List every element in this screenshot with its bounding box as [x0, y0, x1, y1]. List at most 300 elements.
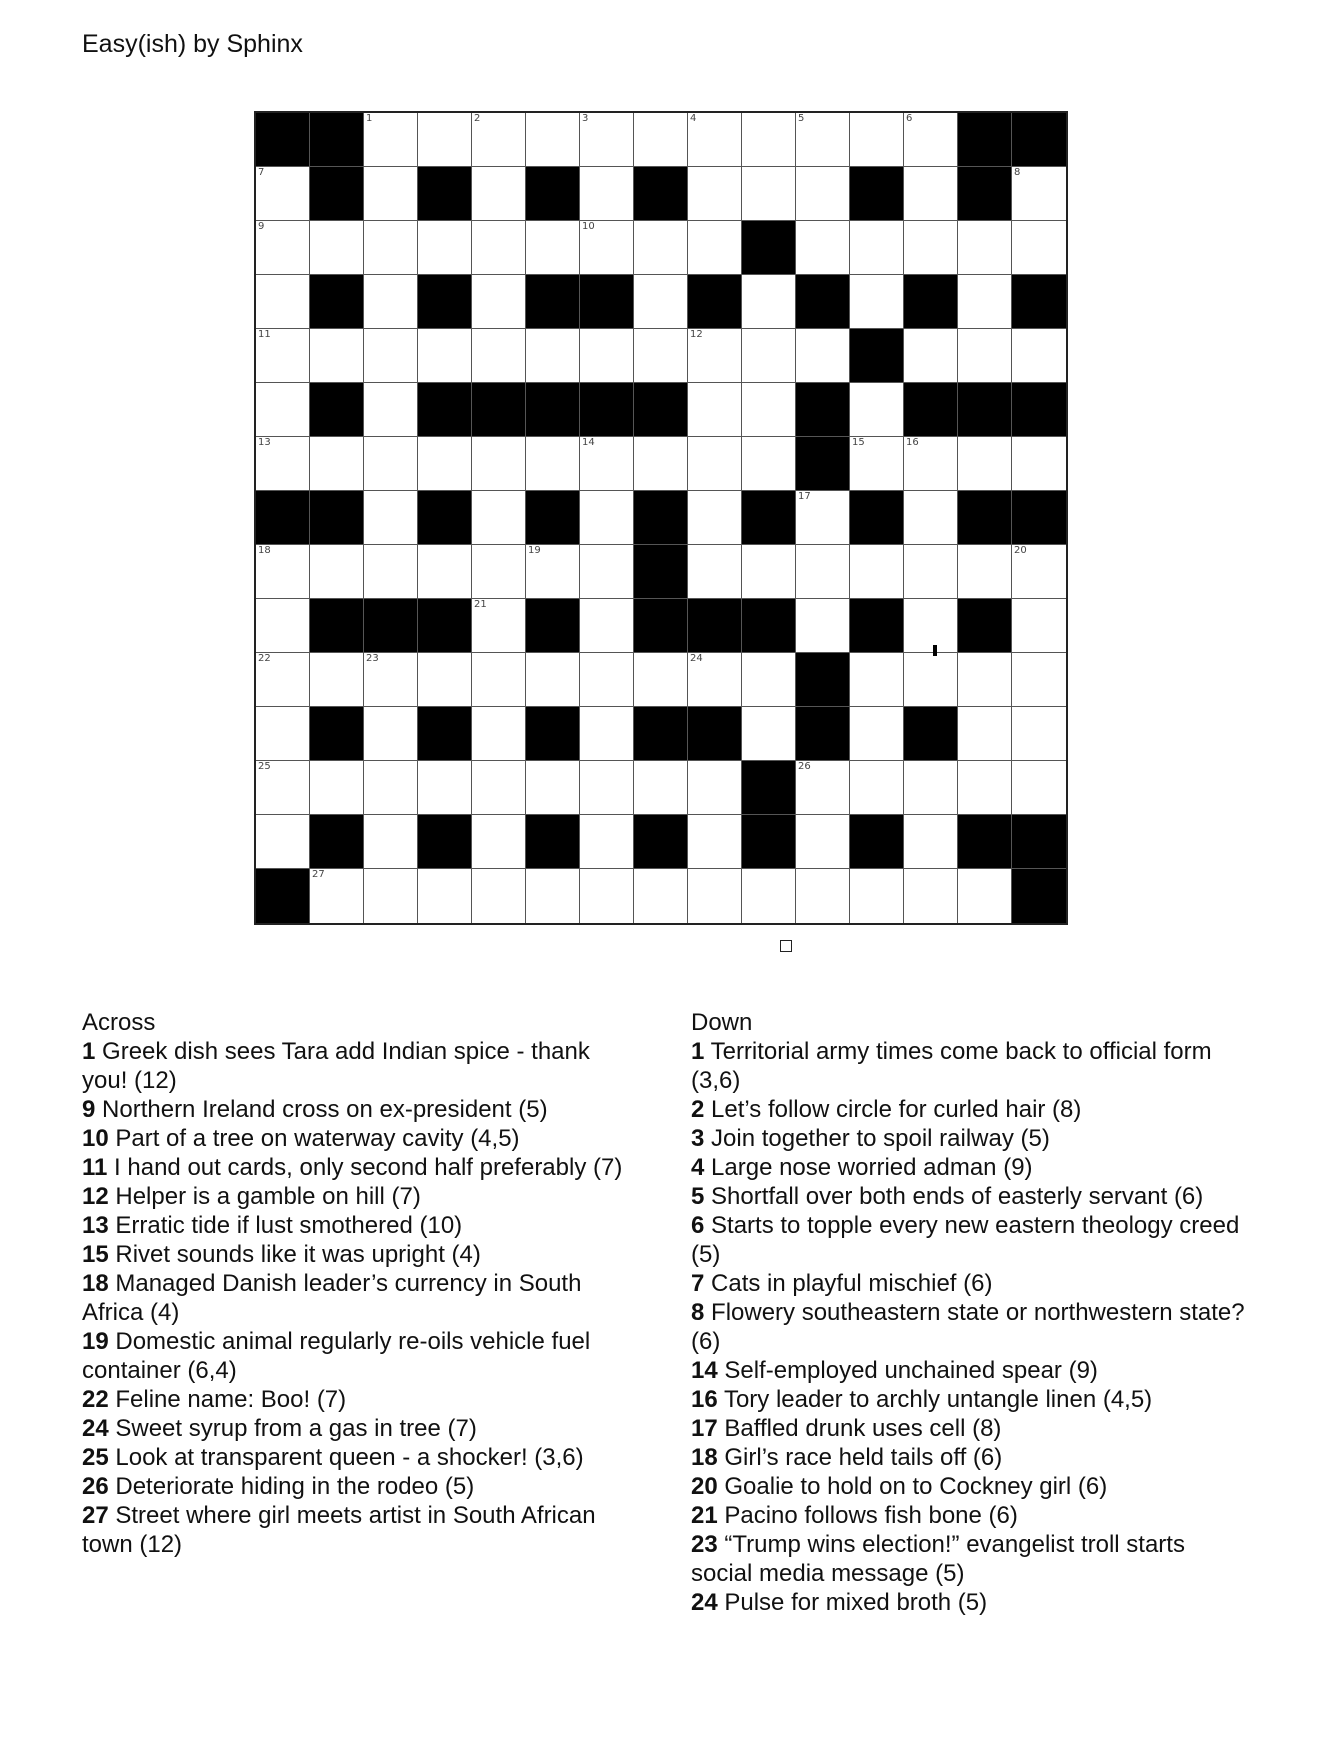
grid-cell[interactable] [418, 329, 472, 383]
small-box-icon [780, 940, 792, 952]
grid-cell[interactable] [850, 383, 904, 437]
clue-text: Domestic animal regularly re-oils vehicle fuel container (6,4) [82, 1328, 591, 1384]
grid-block [904, 707, 958, 761]
puzzle-title: Easy(ish) by Sphinx [82, 30, 303, 58]
clue-text: “Trump wins election!” evangelist troll starts social media message (5) [691, 1531, 1185, 1587]
grid-block [796, 383, 850, 437]
grid-block [958, 815, 1012, 869]
across-clue-list [82, 1037, 627, 1559]
grid-block [796, 653, 850, 707]
grid-cell[interactable] [634, 113, 688, 167]
grid-cell[interactable] [580, 599, 634, 653]
grid-block [418, 275, 472, 329]
grid-cell[interactable] [688, 113, 742, 167]
grid-block [796, 275, 850, 329]
grid-cell[interactable] [958, 761, 1012, 815]
down-clue [691, 1472, 1251, 1501]
grid-cell[interactable] [742, 167, 796, 221]
grid-cell[interactable] [634, 761, 688, 815]
grid-cell[interactable] [580, 869, 634, 923]
grid-cell[interactable] [256, 545, 310, 599]
across-clues [82, 1008, 627, 1559]
grid-cell[interactable] [310, 761, 364, 815]
grid-cell[interactable] [580, 491, 634, 545]
grid-cell[interactable] [256, 761, 310, 815]
grid-cell[interactable] [742, 113, 796, 167]
clue-number: 22 [82, 1386, 109, 1413]
grid-cell[interactable] [904, 869, 958, 923]
grid-cell[interactable] [364, 437, 418, 491]
grid-cell[interactable] [688, 383, 742, 437]
grid-block [526, 275, 580, 329]
grid-cell[interactable] [472, 437, 526, 491]
grid-cell[interactable] [256, 275, 310, 329]
cell-number: 15 [852, 437, 865, 448]
grid-block [634, 707, 688, 761]
grid-cell[interactable] [526, 869, 580, 923]
clue-number: 19 [82, 1328, 109, 1355]
cell-number: 21 [474, 599, 487, 610]
grid-cell[interactable] [634, 869, 688, 923]
grid-cell[interactable] [850, 113, 904, 167]
down-clues [691, 1008, 1251, 1617]
grid-cell[interactable] [256, 599, 310, 653]
grid-block [310, 815, 364, 869]
clue-number: 10 [82, 1125, 109, 1152]
grid-block [418, 599, 472, 653]
grid-cell[interactable] [472, 221, 526, 275]
grid-cell[interactable] [472, 167, 526, 221]
grid-block [850, 815, 904, 869]
grid-cell[interactable] [850, 707, 904, 761]
grid-cell[interactable] [580, 761, 634, 815]
grid-cell[interactable] [364, 167, 418, 221]
grid-cell[interactable] [742, 545, 796, 599]
grid-cell[interactable] [1012, 329, 1066, 383]
across-clue [82, 1182, 627, 1211]
grid-cell[interactable] [580, 545, 634, 599]
grid-cell[interactable] [364, 545, 418, 599]
grid-cell[interactable] [634, 653, 688, 707]
clue-text: Self-employed unchained spear (9) [717, 1357, 1098, 1384]
down-clue [691, 1530, 1251, 1588]
grid-cell[interactable] [958, 275, 1012, 329]
cell-number: 25 [258, 761, 271, 772]
grid-cell[interactable] [742, 869, 796, 923]
grid-cell[interactable] [418, 653, 472, 707]
grid-block [904, 275, 958, 329]
grid-block [526, 491, 580, 545]
grid-cell[interactable] [364, 491, 418, 545]
grid-cell[interactable] [958, 329, 1012, 383]
grid-block [634, 491, 688, 545]
clue-text: Part of a tree on waterway cavity (4,5) [108, 1125, 520, 1152]
grid-cell[interactable] [526, 329, 580, 383]
clue-text: Pulse for mixed broth (5) [717, 1589, 988, 1616]
grid-cell[interactable] [256, 653, 310, 707]
grid-cell[interactable] [688, 437, 742, 491]
clue-text: Look at transparent queen - a shocker! (3,6) [108, 1444, 584, 1471]
across-clue [82, 1472, 627, 1501]
grid-block [580, 383, 634, 437]
grid-cell[interactable] [1012, 653, 1066, 707]
grid-cell[interactable] [688, 491, 742, 545]
across-clue [82, 1414, 627, 1443]
clue-number: 11 [82, 1154, 108, 1181]
grid-cell[interactable] [904, 437, 958, 491]
grid-block [256, 491, 310, 545]
grid-cell[interactable] [310, 869, 364, 923]
grid-cell[interactable] [310, 653, 364, 707]
grid-cell[interactable] [256, 167, 310, 221]
grid-cell[interactable] [580, 815, 634, 869]
grid-cell[interactable] [1012, 707, 1066, 761]
grid-cell[interactable] [526, 545, 580, 599]
clue-number: 1 [82, 1038, 96, 1065]
grid-cell[interactable] [796, 329, 850, 383]
grid-cell[interactable] [904, 113, 958, 167]
grid-cell[interactable] [742, 653, 796, 707]
grid-cell[interactable] [364, 221, 418, 275]
grid-cell[interactable] [1012, 761, 1066, 815]
grid-cell[interactable] [256, 707, 310, 761]
across-clue [82, 1501, 627, 1559]
grid-cell[interactable] [310, 221, 364, 275]
cell-number: 1 [366, 113, 373, 124]
grid-cell[interactable] [256, 221, 310, 275]
grid-cell[interactable] [472, 545, 526, 599]
grid-cell[interactable] [1012, 545, 1066, 599]
crossword-grid [254, 111, 1068, 925]
grid-cell[interactable] [850, 275, 904, 329]
grid-cell[interactable] [634, 275, 688, 329]
across-clue [82, 1385, 627, 1414]
grid-cell[interactable] [904, 545, 958, 599]
grid-block [796, 707, 850, 761]
grid-cell[interactable] [904, 329, 958, 383]
grid-cell[interactable] [796, 221, 850, 275]
grid-cell[interactable] [1012, 437, 1066, 491]
grid-cell[interactable] [688, 761, 742, 815]
clue-number: 24 [82, 1415, 109, 1442]
grid-cell[interactable] [418, 437, 472, 491]
grid-block [958, 167, 1012, 221]
grid-cell[interactable] [472, 599, 526, 653]
grid-block [310, 599, 364, 653]
grid-block [256, 113, 310, 167]
grid-block [1012, 383, 1066, 437]
grid-cell[interactable] [472, 329, 526, 383]
grid-block [1012, 113, 1066, 167]
cell-number: 13 [258, 437, 271, 448]
grid-cell[interactable] [904, 167, 958, 221]
clue-text: Let’s follow circle for curled hair (8) [704, 1096, 1082, 1123]
grid-block [418, 167, 472, 221]
grid-block [310, 167, 364, 221]
grid-cell[interactable] [796, 167, 850, 221]
grid-cell[interactable] [418, 545, 472, 599]
clue-text: Cats in playful mischief (6) [704, 1270, 993, 1297]
down-heading: Down [691, 1009, 753, 1036]
cell-number: 7 [258, 167, 265, 178]
grid-block [688, 275, 742, 329]
grid-cell[interactable] [850, 221, 904, 275]
grid-block [742, 221, 796, 275]
grid-cell[interactable] [904, 815, 958, 869]
clue-text: Goalie to hold on to Cockney girl (6) [717, 1473, 1108, 1500]
grid-block [1012, 491, 1066, 545]
down-clue [691, 1037, 1251, 1095]
grid-block [850, 329, 904, 383]
cell-number: 17 [798, 491, 811, 502]
grid-block [364, 599, 418, 653]
grid-cell[interactable] [796, 761, 850, 815]
clue-number: 20 [691, 1473, 718, 1500]
grid-cell[interactable] [364, 113, 418, 167]
grid-cell[interactable] [958, 437, 1012, 491]
grid-cell[interactable] [526, 113, 580, 167]
clue-number: 3 [691, 1125, 705, 1152]
grid-cell[interactable] [256, 383, 310, 437]
clue-number: 9 [82, 1096, 96, 1123]
clue-text: Shortfall over both ends of easterly servant (6) [704, 1183, 1204, 1210]
clue-number: 25 [82, 1444, 109, 1471]
clue-text: Feline name: Boo! (7) [108, 1386, 347, 1413]
grid-cell[interactable] [256, 329, 310, 383]
grid-cell[interactable] [688, 167, 742, 221]
grid-cell[interactable] [256, 437, 310, 491]
grid-block [688, 599, 742, 653]
grid-cell[interactable] [526, 221, 580, 275]
grid-cell[interactable] [472, 113, 526, 167]
down-clue [691, 1443, 1251, 1472]
grid-block [256, 869, 310, 923]
grid-block [634, 815, 688, 869]
grid-cell[interactable] [364, 275, 418, 329]
clue-text: Street where girl meets artist in South African town (12) [82, 1502, 596, 1558]
down-clue [691, 1095, 1251, 1124]
clue-number: 18 [82, 1270, 109, 1297]
grid-block [310, 275, 364, 329]
grid-cell[interactable] [850, 653, 904, 707]
grid-cell[interactable] [580, 329, 634, 383]
grid-cell[interactable] [256, 815, 310, 869]
grid-cell[interactable] [742, 275, 796, 329]
grid-cell[interactable] [958, 653, 1012, 707]
grid-block [634, 383, 688, 437]
grid-block [472, 383, 526, 437]
grid-cell[interactable] [418, 221, 472, 275]
clue-text: Northern Ireland cross on ex-president (5) [95, 1096, 548, 1123]
grid-block [634, 545, 688, 599]
clue-text: I hand out cards, only second half preferably (7) [107, 1154, 623, 1181]
grid-cell[interactable] [688, 545, 742, 599]
grid-cell[interactable] [958, 869, 1012, 923]
cell-number: 11 [258, 329, 271, 340]
grid-block [418, 707, 472, 761]
grid-block [958, 383, 1012, 437]
grid-cell[interactable] [472, 869, 526, 923]
grid-cell[interactable] [472, 707, 526, 761]
grid-cell[interactable] [904, 491, 958, 545]
grid-cell[interactable] [958, 221, 1012, 275]
cell-number: 18 [258, 545, 271, 556]
clue-text: Sweet syrup from a gas in tree (7) [108, 1415, 477, 1442]
across-clue [82, 1211, 627, 1240]
grid-cell[interactable] [634, 221, 688, 275]
grid-cell[interactable] [742, 707, 796, 761]
down-clue [691, 1588, 1251, 1617]
grid-block [742, 491, 796, 545]
cell-number: 8 [1014, 167, 1021, 178]
grid-cell[interactable] [580, 221, 634, 275]
grid-cell[interactable] [796, 869, 850, 923]
grid-cell[interactable] [310, 545, 364, 599]
grid-cell[interactable] [472, 653, 526, 707]
grid-cell[interactable] [364, 707, 418, 761]
grid-cell[interactable] [418, 113, 472, 167]
grid-cell[interactable] [850, 437, 904, 491]
grid-cell[interactable] [364, 653, 418, 707]
grid-cell[interactable] [958, 545, 1012, 599]
clue-text: Deteriorate hiding in the rodeo (5) [108, 1473, 475, 1500]
grid-block [526, 167, 580, 221]
clue-number: 8 [691, 1299, 705, 1326]
clue-text: Managed Danish leader’s currency in South Africa (4) [82, 1270, 582, 1326]
grid-block [958, 599, 1012, 653]
grid-cell[interactable] [364, 329, 418, 383]
grid-cell[interactable] [364, 383, 418, 437]
grid-cell[interactable] [688, 815, 742, 869]
grid-cell[interactable] [850, 761, 904, 815]
grid-block [418, 383, 472, 437]
grid-cell[interactable] [472, 275, 526, 329]
grid-block [1012, 815, 1066, 869]
grid-block [742, 599, 796, 653]
grid-cell[interactable] [310, 329, 364, 383]
grid-cell[interactable] [310, 437, 364, 491]
grid-block [526, 815, 580, 869]
grid-cell[interactable] [364, 761, 418, 815]
grid-cell[interactable] [904, 599, 958, 653]
across-clue [82, 1269, 627, 1327]
clue-text: Flowery southeastern state or northwestern state? (6) [691, 1299, 1245, 1355]
clue-number: 7 [691, 1270, 705, 1297]
grid-cell[interactable] [688, 653, 742, 707]
grid-cell[interactable] [850, 869, 904, 923]
grid-cell[interactable] [742, 329, 796, 383]
down-clue [691, 1153, 1251, 1182]
cell-number: 4 [690, 113, 697, 124]
grid-cell[interactable] [472, 491, 526, 545]
grid-block [634, 167, 688, 221]
cell-number: 26 [798, 761, 811, 772]
grid-cell[interactable] [958, 707, 1012, 761]
clue-text: Pacino follows fish bone (6) [717, 1502, 1018, 1529]
down-clue [691, 1385, 1251, 1414]
down-clue [691, 1269, 1251, 1298]
cell-number: 22 [258, 653, 271, 664]
grid-cell[interactable] [796, 545, 850, 599]
grid-cell[interactable] [904, 761, 958, 815]
grid-cell[interactable] [472, 815, 526, 869]
grid-cell[interactable] [580, 167, 634, 221]
grid-cell[interactable] [742, 437, 796, 491]
cell-number: 19 [528, 545, 541, 556]
clue-text: Helper is a gamble on hill (7) [108, 1183, 421, 1210]
down-clue [691, 1182, 1251, 1211]
grid-cell[interactable] [580, 437, 634, 491]
clue-number: 16 [691, 1386, 718, 1413]
clue-text: Girl’s race held tails off (6) [717, 1444, 1003, 1471]
grid-cells [256, 113, 1066, 923]
clue-number: 18 [691, 1444, 718, 1471]
grid-block [310, 491, 364, 545]
grid-cell[interactable] [742, 383, 796, 437]
clue-number: 17 [691, 1415, 718, 1442]
grid-block [1012, 275, 1066, 329]
grid-cell[interactable] [580, 707, 634, 761]
grid-block [958, 491, 1012, 545]
grid-cell[interactable] [1012, 167, 1066, 221]
grid-cell[interactable] [580, 113, 634, 167]
grid-cell[interactable] [796, 815, 850, 869]
grid-cell[interactable] [904, 221, 958, 275]
grid-cell[interactable] [904, 653, 958, 707]
grid-cell[interactable] [1012, 221, 1066, 275]
grid-cell[interactable] [796, 491, 850, 545]
down-clue [691, 1501, 1251, 1530]
grid-cell[interactable] [526, 437, 580, 491]
grid-cell[interactable] [688, 869, 742, 923]
cell-number: 12 [690, 329, 703, 340]
grid-cell[interactable] [418, 761, 472, 815]
clue-text: Erratic tide if lust smothered (10) [108, 1212, 463, 1239]
grid-cell[interactable] [634, 437, 688, 491]
grid-block [526, 383, 580, 437]
grid-cell[interactable] [850, 545, 904, 599]
grid-cell[interactable] [364, 869, 418, 923]
down-clue [691, 1124, 1251, 1153]
grid-cell[interactable] [796, 599, 850, 653]
across-clue [82, 1124, 627, 1153]
clue-number: 14 [691, 1357, 718, 1384]
clue-text: Territorial army times come back to official form (3,6) [691, 1038, 1212, 1094]
down-clue [691, 1298, 1251, 1356]
grid-cell[interactable] [472, 761, 526, 815]
grid-cell[interactable] [526, 761, 580, 815]
down-clue-list [691, 1037, 1251, 1617]
grid-block [742, 761, 796, 815]
grid-cell[interactable] [418, 869, 472, 923]
grid-mark [933, 645, 937, 656]
grid-block [310, 383, 364, 437]
grid-cell[interactable] [796, 113, 850, 167]
grid-cell[interactable] [580, 653, 634, 707]
grid-cell[interactable] [634, 329, 688, 383]
grid-cell[interactable] [364, 815, 418, 869]
grid-cell[interactable] [688, 329, 742, 383]
grid-cell[interactable] [1012, 599, 1066, 653]
grid-block [580, 275, 634, 329]
clue-number: 27 [82, 1502, 109, 1529]
clue-number: 12 [82, 1183, 109, 1210]
clue-text: Large nose worried adman (9) [704, 1154, 1033, 1181]
grid-block [310, 113, 364, 167]
clue-number: 15 [82, 1241, 109, 1268]
grid-cell[interactable] [526, 653, 580, 707]
grid-cell[interactable] [688, 221, 742, 275]
